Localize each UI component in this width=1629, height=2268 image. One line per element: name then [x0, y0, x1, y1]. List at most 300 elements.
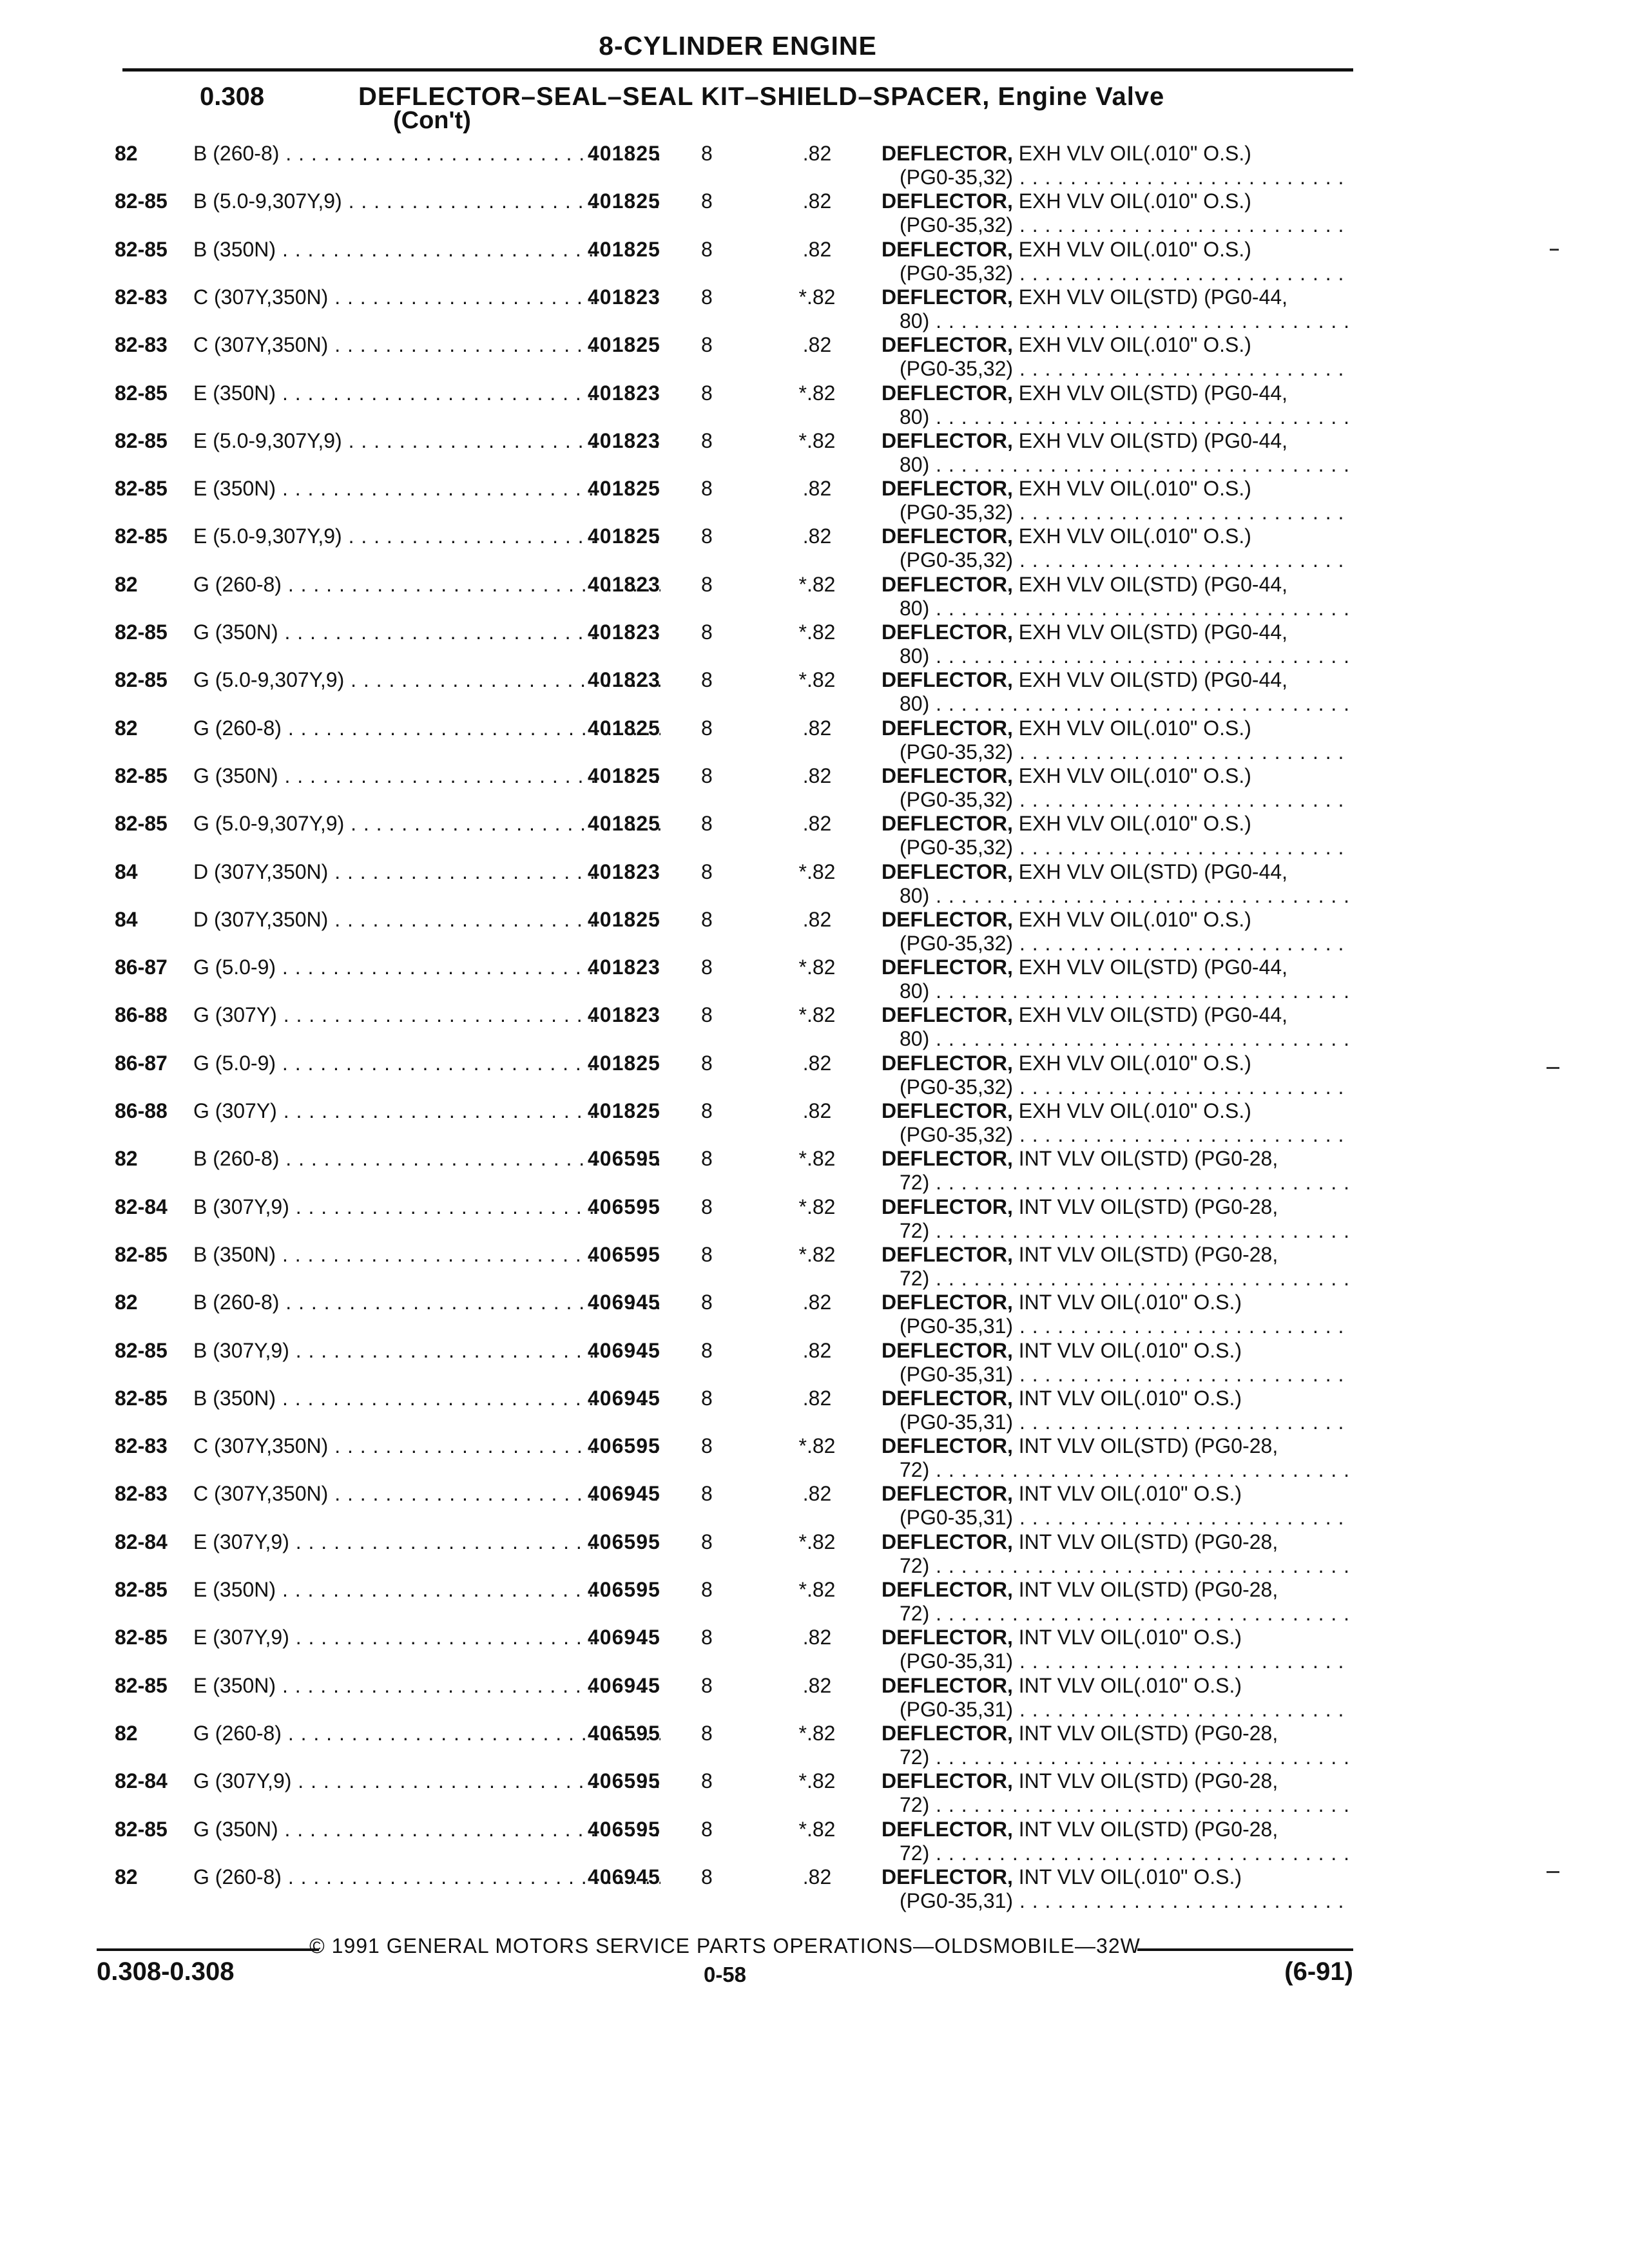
description-cell [882, 285, 1352, 333]
application-cell: G (350N) . . . [193, 1818, 660, 1841]
description-line-1 [882, 1722, 1352, 1745]
status-cell: *.82 [798, 620, 836, 644]
description-text: INT VLV OIL(STD) (PG0-28, [1018, 1195, 1278, 1218]
part-number-cell: 406945 [588, 1387, 660, 1410]
part-number-cell: 406595 [588, 1530, 660, 1553]
quantity-cell: 8 [701, 764, 713, 787]
status-cell: .82 [802, 1626, 832, 1649]
application-cell: E (5.0-9,307Y,9) . . . [193, 429, 660, 453]
year-cell: 82-85 [115, 1578, 168, 1601]
description-cell [882, 620, 1352, 668]
description-line-2: (PG0-35,32) . . . [882, 1075, 1352, 1099]
application-cell: B (260-8) . . . [193, 1147, 660, 1171]
description-line-2: (PG0-35,32) . . . [882, 836, 1352, 860]
quantity-cell: 8 [701, 285, 713, 309]
quantity-cell: 8 [701, 1099, 713, 1122]
description-cell [882, 1195, 1352, 1243]
description-line-2: (PG0-35,31) . . . [882, 1698, 1352, 1722]
description-keyword: DEFLECTOR, [882, 1052, 1013, 1075]
table-row [115, 812, 1352, 860]
description-text: EXH VLV OIL(.010" O.S.) [1018, 524, 1251, 548]
description-text: EXH VLV OIL(.010" O.S.) [1018, 1052, 1251, 1075]
description-text: EXH VLV OIL(.010" O.S.) [1018, 189, 1251, 213]
description-line-1 [882, 1099, 1352, 1123]
description-keyword: DEFLECTOR, [882, 716, 1013, 740]
description-keyword: DEFLECTOR, [882, 142, 1013, 165]
description-text: EXH VLV OIL(STD) (PG0-44, [1018, 1003, 1288, 1026]
description-keyword: DEFLECTOR, [882, 1530, 1013, 1553]
quantity-cell: 8 [701, 142, 713, 165]
description-keyword: DEFLECTOR, [882, 1387, 1013, 1410]
application-cell: B (5.0-9,307Y,9) . . . [193, 189, 660, 213]
quantity-cell: 8 [701, 812, 713, 835]
description-text: EXH VLV OIL(STD) (PG0-44, [1018, 429, 1288, 452]
part-number-cell: 401825 [588, 908, 660, 931]
table-row [115, 285, 1352, 333]
section-continued: (Con't) [393, 107, 471, 134]
table-row [115, 1387, 1352, 1434]
description-cell [882, 1052, 1352, 1099]
footer-revision: (6-91) [1284, 1957, 1353, 1986]
application-cell: B (307Y,9) . . . [193, 1339, 660, 1363]
part-number-cell: 401823 [588, 573, 660, 596]
table-row [115, 381, 1352, 429]
description-keyword: DEFLECTOR, [882, 908, 1013, 931]
description-line-2: 80) . . . [882, 309, 1352, 333]
table-row [115, 477, 1352, 524]
description-line-1 [882, 1530, 1352, 1554]
status-cell: *.82 [798, 1722, 836, 1745]
footer-section-range: 0.308-0.308 [97, 1957, 235, 1986]
description-line-2: (PG0-35,32) . . . [882, 788, 1352, 812]
description-text: EXH VLV OIL(STD) (PG0-44, [1018, 285, 1288, 309]
quantity-cell: 8 [701, 1626, 713, 1649]
quantity-cell: 8 [701, 1578, 713, 1601]
application-cell: G (350N) . . . [193, 764, 660, 788]
quantity-cell: 8 [701, 477, 713, 500]
description-line-2: (PG0-35,31) . . . [882, 1410, 1352, 1434]
description-line-1 [882, 764, 1352, 788]
description-cell [882, 1243, 1352, 1291]
part-number-cell: 406945 [588, 1865, 660, 1888]
description-line-2: 80) . . . [882, 692, 1352, 716]
part-number-cell: 401825 [588, 333, 660, 356]
part-number-cell: 401825 [588, 716, 660, 740]
description-line-1 [882, 1578, 1352, 1602]
quantity-cell: 8 [701, 1818, 713, 1841]
application-cell: E (350N) . . . [193, 1674, 660, 1698]
page-header [122, 31, 1353, 76]
part-number-cell: 401823 [588, 668, 660, 691]
year-cell: 82-84 [115, 1530, 168, 1553]
description-line-2: (PG0-35,32) . . . [882, 932, 1352, 956]
description-cell [882, 1434, 1352, 1482]
part-number-cell: 406595 [588, 1769, 660, 1792]
application-cell: B (260-8) . . . [193, 142, 660, 166]
description-line-1 [882, 1626, 1352, 1649]
description-line-1 [882, 1052, 1352, 1075]
year-cell: 82-83 [115, 333, 168, 356]
part-number-cell: 401823 [588, 860, 660, 883]
quantity-cell: 8 [701, 333, 713, 356]
description-text: EXH VLV OIL(.010" O.S.) [1018, 908, 1251, 931]
description-keyword: DEFLECTOR, [882, 524, 1013, 548]
description-cell [882, 1387, 1352, 1434]
status-cell: *.82 [798, 1578, 836, 1601]
description-cell [882, 812, 1352, 860]
table-row [115, 1052, 1352, 1099]
application-cell: E (5.0-9,307Y,9) . . . [193, 524, 660, 548]
description-cell [882, 524, 1352, 572]
description-keyword: DEFLECTOR, [882, 429, 1013, 452]
table-row [115, 860, 1352, 908]
description-line-2: 72) . . . [882, 1458, 1352, 1482]
year-cell: 82 [115, 716, 138, 740]
part-number-cell: 406945 [588, 1339, 660, 1362]
description-keyword: DEFLECTOR, [882, 189, 1013, 213]
table-row [115, 1578, 1352, 1626]
year-cell: 86-88 [115, 1099, 168, 1122]
description-keyword: DEFLECTOR, [882, 333, 1013, 356]
application-cell: G (260-8) . . . [193, 716, 660, 740]
description-text: INT VLV OIL(STD) (PG0-28, [1018, 1818, 1278, 1841]
quantity-cell: 8 [701, 668, 713, 691]
description-line-1 [882, 524, 1352, 548]
description-text: EXH VLV OIL(.010" O.S.) [1018, 764, 1251, 787]
description-text: EXH VLV OIL(.010" O.S.) [1018, 1099, 1251, 1122]
description-line-1 [882, 668, 1352, 692]
description-cell [882, 573, 1352, 620]
description-line-1 [882, 477, 1352, 501]
description-line-1 [882, 1865, 1352, 1889]
application-cell: E (307Y,9) . . . [193, 1626, 660, 1649]
description-line-2: (PG0-35,32) . . . [882, 501, 1352, 524]
quantity-cell: 8 [701, 1195, 713, 1218]
description-text: INT VLV OIL(STD) (PG0-28, [1018, 1769, 1278, 1792]
year-cell: 82-85 [115, 764, 168, 787]
status-cell: .82 [802, 908, 832, 931]
table-row [115, 1099, 1352, 1147]
application-cell: C (307Y,350N) . . . [193, 1482, 660, 1506]
year-cell: 82-84 [115, 1195, 168, 1218]
description-cell [882, 1291, 1352, 1338]
status-cell: .82 [802, 477, 832, 500]
year-cell: 84 [115, 908, 138, 931]
quantity-cell: 8 [701, 956, 713, 979]
table-row [115, 1769, 1352, 1817]
description-line-2: 80) . . . [882, 644, 1352, 668]
application-cell: B (350N) . . . [193, 1387, 660, 1410]
year-cell: 82-85 [115, 381, 168, 405]
description-keyword: DEFLECTOR, [882, 381, 1013, 405]
description-text: EXH VLV OIL(STD) (PG0-44, [1018, 573, 1288, 596]
table-row [115, 1626, 1352, 1673]
application-cell: B (307Y,9) . . . [193, 1195, 660, 1219]
year-cell: 82-85 [115, 1818, 168, 1841]
part-number-cell: 406945 [588, 1674, 660, 1697]
table-row [115, 908, 1352, 956]
description-line-2: 80) . . . [882, 979, 1352, 1003]
description-keyword: DEFLECTOR, [882, 1195, 1013, 1218]
description-keyword: DEFLECTOR, [882, 1434, 1013, 1457]
description-line-1 [882, 620, 1352, 644]
status-cell: *.82 [798, 1434, 836, 1457]
description-line-1 [882, 1339, 1352, 1363]
year-cell: 82-85 [115, 1674, 168, 1697]
year-cell: 86-87 [115, 1052, 168, 1075]
status-cell: *.82 [798, 381, 836, 405]
description-line-2: (PG0-35,31) . . . [882, 1889, 1352, 1913]
description-text: INT VLV OIL(STD) (PG0-28, [1018, 1243, 1278, 1266]
description-cell [882, 764, 1352, 812]
description-line-1 [882, 238, 1352, 262]
part-number-cell: 401823 [588, 381, 660, 405]
description-keyword: DEFLECTOR, [882, 1243, 1013, 1266]
description-keyword: DEFLECTOR, [882, 764, 1013, 787]
description-text: EXH VLV OIL(STD) (PG0-44, [1018, 860, 1288, 883]
description-line-2: (PG0-35,31) . . . [882, 1506, 1352, 1530]
table-row [115, 429, 1352, 477]
section-number: 0.308 [200, 82, 265, 111]
description-cell [882, 1626, 1352, 1673]
description-line-1 [882, 1003, 1352, 1027]
description-cell [882, 1003, 1352, 1051]
status-cell: .82 [802, 189, 832, 213]
quantity-cell: 8 [701, 1387, 713, 1410]
part-number-cell: 406945 [588, 1291, 660, 1314]
status-cell: *.82 [798, 573, 836, 596]
description-keyword: DEFLECTOR, [882, 620, 1013, 644]
description-text: EXH VLV OIL(STD) (PG0-44, [1018, 620, 1288, 644]
status-cell: .82 [802, 333, 832, 356]
application-cell: C (307Y,350N) . . . [193, 333, 660, 357]
description-cell [882, 1482, 1352, 1530]
description-line-1 [882, 908, 1352, 932]
year-cell: 82 [115, 1865, 138, 1888]
part-number-cell: 406595 [588, 1147, 660, 1170]
status-cell: *.82 [798, 1530, 836, 1553]
part-number-cell: 401823 [588, 1003, 660, 1026]
description-line-2: 80) . . . [882, 597, 1352, 620]
description-cell [882, 333, 1352, 381]
description-cell [882, 716, 1352, 764]
quantity-cell: 8 [701, 1674, 713, 1697]
description-keyword: DEFLECTOR, [882, 477, 1013, 500]
status-cell: *.82 [798, 1195, 836, 1218]
status-cell: *.82 [798, 1769, 836, 1792]
application-cell: G (260-8) . . . [193, 573, 660, 597]
description-line-2: (PG0-35,32) . . . [882, 166, 1352, 189]
description-cell [882, 477, 1352, 524]
year-cell: 82-85 [115, 1339, 168, 1362]
description-keyword: DEFLECTOR, [882, 1674, 1013, 1697]
description-line-1 [882, 381, 1352, 405]
part-number-cell: 406595 [588, 1243, 660, 1266]
description-keyword: DEFLECTOR, [882, 1818, 1013, 1841]
table-row [115, 142, 1352, 189]
description-line-2: (PG0-35,31) . . . [882, 1363, 1352, 1387]
quantity-cell: 8 [701, 189, 713, 213]
year-cell: 82-85 [115, 524, 168, 548]
year-cell: 82-85 [115, 668, 168, 691]
description-text: EXH VLV OIL(.010" O.S.) [1018, 812, 1251, 835]
table-row [115, 1482, 1352, 1530]
margin-mark [1547, 1871, 1559, 1873]
description-line-1 [882, 1243, 1352, 1267]
part-number-cell: 406595 [588, 1818, 660, 1841]
quantity-cell: 8 [701, 908, 713, 931]
year-cell: 86-88 [115, 1003, 168, 1026]
description-text: EXH VLV OIL(STD) (PG0-44, [1018, 956, 1288, 979]
status-cell: *.82 [798, 1243, 836, 1266]
description-line-2: 72) . . . [882, 1745, 1352, 1769]
description-keyword: DEFLECTOR, [882, 1865, 1013, 1888]
description-cell [882, 1530, 1352, 1578]
description-text: INT VLV OIL(.010" O.S.) [1018, 1291, 1242, 1314]
quantity-cell: 8 [701, 1530, 713, 1553]
table-row [115, 1674, 1352, 1722]
description-text: EXH VLV OIL(STD) (PG0-44, [1018, 381, 1288, 405]
status-cell: .82 [802, 716, 832, 740]
status-cell: .82 [802, 1291, 832, 1314]
description-cell [882, 860, 1352, 908]
description-line-1 [882, 812, 1352, 836]
part-number-cell: 401825 [588, 189, 660, 213]
year-cell: 82 [115, 1291, 138, 1314]
description-line-2: 72) . . . [882, 1171, 1352, 1195]
year-cell: 82-85 [115, 1387, 168, 1410]
status-cell: *.82 [798, 429, 836, 452]
description-text: EXH VLV OIL(.010" O.S.) [1018, 142, 1251, 165]
description-line-1 [882, 1147, 1352, 1171]
description-text: EXH VLV OIL(.010" O.S.) [1018, 477, 1251, 500]
year-cell: 82 [115, 573, 138, 596]
status-cell: .82 [802, 764, 832, 787]
year-cell: 82 [115, 1147, 138, 1170]
status-cell: *.82 [798, 1003, 836, 1026]
description-line-2: (PG0-35,32) . . . [882, 213, 1352, 237]
description-text: EXH VLV OIL(.010" O.S.) [1018, 716, 1251, 740]
description-line-1 [882, 573, 1352, 597]
table-row [115, 1722, 1352, 1769]
application-cell: E (307Y,9) . . . [193, 1530, 660, 1554]
table-row [115, 620, 1352, 668]
quantity-cell: 8 [701, 1722, 713, 1745]
application-cell: E (350N) . . . [193, 381, 660, 405]
quantity-cell: 8 [701, 238, 713, 261]
part-number-cell: 401825 [588, 764, 660, 787]
margin-mark [1550, 249, 1559, 251]
description-text: EXH VLV OIL(.010" O.S.) [1018, 333, 1251, 356]
status-cell: .82 [802, 812, 832, 835]
part-number-cell: 401825 [588, 524, 660, 548]
application-cell: G (260-8) . . . [193, 1722, 660, 1745]
quantity-cell: 8 [701, 381, 713, 405]
table-row [115, 333, 1352, 381]
table-row [115, 668, 1352, 716]
status-cell: .82 [802, 1482, 832, 1505]
description-keyword: DEFLECTOR, [882, 1578, 1013, 1601]
application-cell: G (307Y,9) . . . [193, 1769, 660, 1793]
year-cell: 82 [115, 142, 138, 165]
description-cell [882, 1865, 1352, 1913]
application-cell: G (5.0-9,307Y,9) . . . [193, 668, 660, 692]
application-cell: G (5.0-9,307Y,9) . . . [193, 812, 660, 836]
status-cell: *.82 [798, 285, 836, 309]
status-cell: .82 [802, 142, 832, 165]
table-row [115, 1865, 1352, 1913]
description-cell [882, 668, 1352, 716]
description-text: INT VLV OIL(STD) (PG0-28, [1018, 1530, 1278, 1553]
description-cell [882, 1578, 1352, 1626]
description-line-2: 72) . . . [882, 1267, 1352, 1291]
description-line-1 [882, 1195, 1352, 1219]
description-line-2: 80) . . . [882, 405, 1352, 429]
description-text: INT VLV OIL(.010" O.S.) [1018, 1482, 1242, 1505]
part-number-cell: 406945 [588, 1482, 660, 1505]
description-cell [882, 1818, 1352, 1865]
year-cell: 82-84 [115, 1769, 168, 1792]
year-cell: 82-85 [115, 189, 168, 213]
description-text: INT VLV OIL(.010" O.S.) [1018, 1626, 1242, 1649]
description-keyword: DEFLECTOR, [882, 238, 1013, 261]
description-cell [882, 1147, 1352, 1195]
quantity-cell: 8 [701, 524, 713, 548]
description-keyword: DEFLECTOR, [882, 956, 1013, 979]
description-line-1 [882, 429, 1352, 453]
description-keyword: DEFLECTOR, [882, 285, 1013, 309]
description-line-1 [882, 716, 1352, 740]
description-cell [882, 381, 1352, 429]
table-row [115, 1339, 1352, 1387]
status-cell: *.82 [798, 668, 836, 691]
quantity-cell: 8 [701, 860, 713, 883]
description-cell [882, 1674, 1352, 1722]
application-cell: G (260-8) . . . [193, 1865, 660, 1889]
quantity-cell: 8 [701, 1339, 713, 1362]
section-heading [200, 80, 1327, 138]
description-keyword: DEFLECTOR, [882, 573, 1013, 596]
description-line-1 [882, 1387, 1352, 1410]
table-row [115, 189, 1352, 237]
description-cell [882, 429, 1352, 477]
status-cell: *.82 [798, 956, 836, 979]
part-number-cell: 406595 [588, 1722, 660, 1745]
footer-rule-right [1137, 1948, 1353, 1951]
description-text: INT VLV OIL(.010" O.S.) [1018, 1865, 1242, 1888]
table-row [115, 956, 1352, 1003]
application-cell: G (307Y) . . . [193, 1099, 660, 1123]
description-line-2: 72) . . . [882, 1219, 1352, 1243]
description-cell [882, 238, 1352, 285]
quantity-cell: 8 [701, 1147, 713, 1170]
year-cell: 82-85 [115, 1626, 168, 1649]
status-cell: *.82 [798, 860, 836, 883]
table-row [115, 764, 1352, 812]
quantity-cell: 8 [701, 429, 713, 452]
part-number-cell: 401823 [588, 285, 660, 309]
status-cell: .82 [802, 1052, 832, 1075]
year-cell: 82 [115, 1722, 138, 1745]
year-cell: 82-83 [115, 285, 168, 309]
description-line-2: 72) . . . [882, 1554, 1352, 1578]
description-keyword: DEFLECTOR, [882, 1291, 1013, 1314]
status-cell: .82 [802, 1339, 832, 1362]
year-cell: 82-83 [115, 1482, 168, 1505]
application-cell: D (307Y,350N) . . . [193, 860, 660, 884]
description-line-1 [882, 333, 1352, 357]
description-line-2: (PG0-35,32) . . . [882, 548, 1352, 572]
